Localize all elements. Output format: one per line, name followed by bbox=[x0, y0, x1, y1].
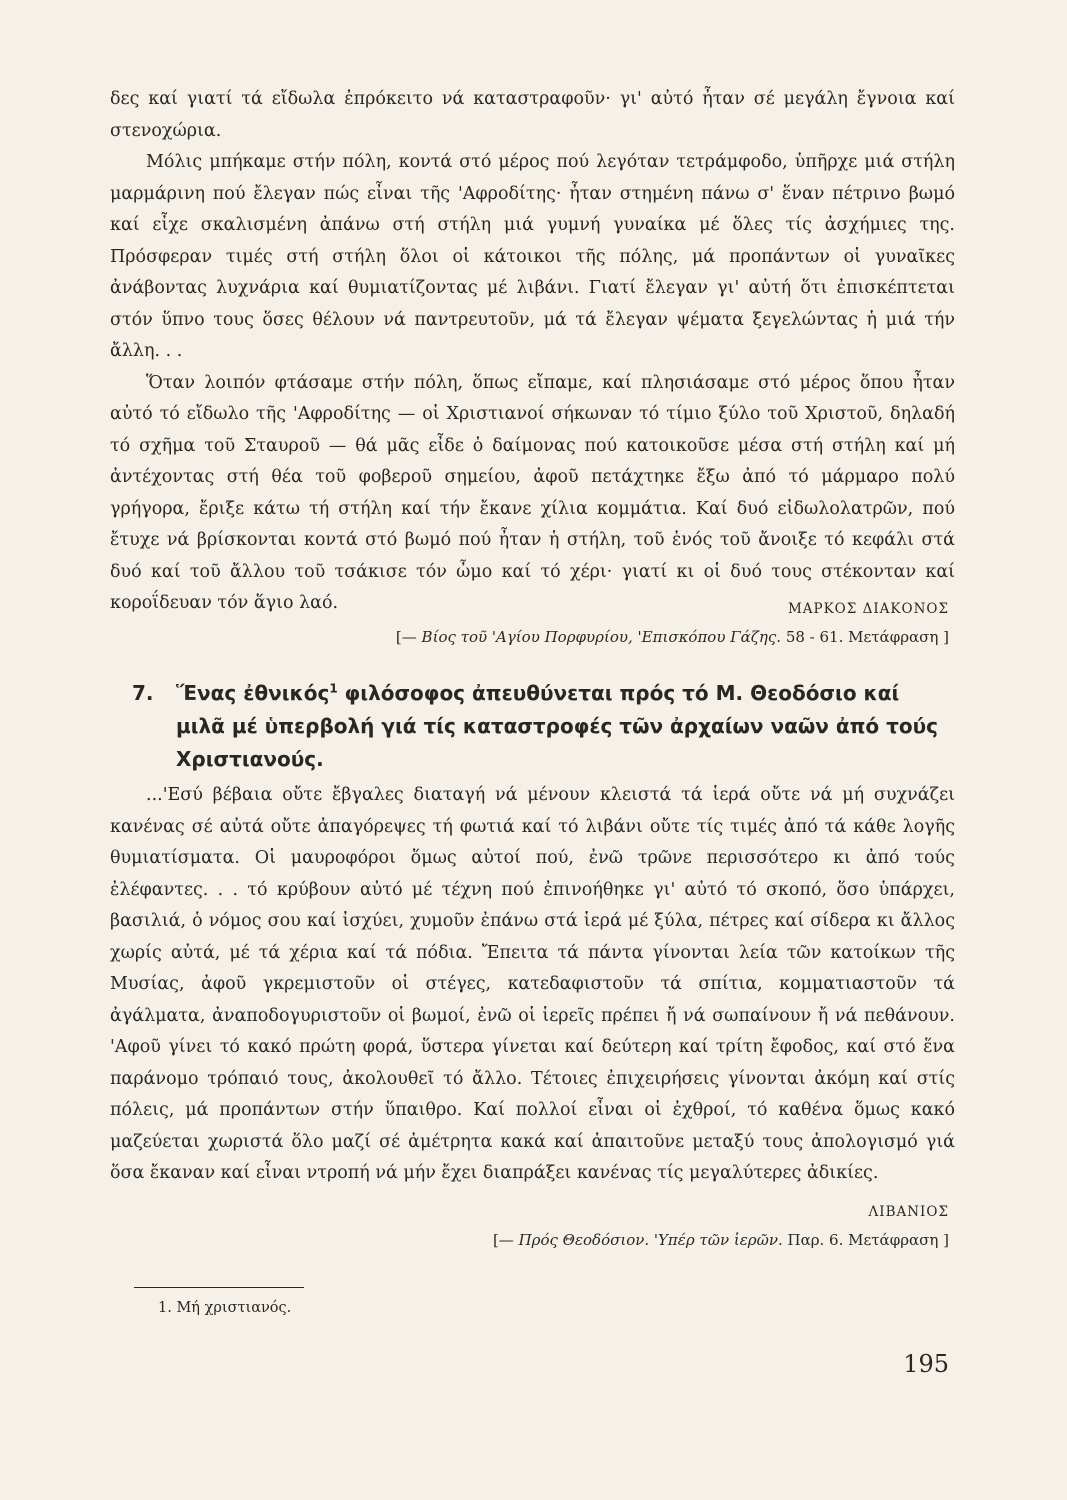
section-number: 7. bbox=[132, 681, 154, 705]
attribution-author: ΛΙΒΑΝΙΟΣ bbox=[868, 1204, 949, 1220]
attribution-author: ΜΑΡΚΟΣ ΔΙΑΚΟΝΟΣ bbox=[787, 601, 949, 617]
paragraph-libanius: ...'Εσύ βέβαια οὔτε ἔβγαλες διαταγή νά μένουν κλειστά τά ἱερά οὔτε νά μή συχνάζει κανένας σέ αὐτά οὔτε ἀπαγόρεψες τή φωτιά καί τό λιβάνι οὔτε τίς τιμές ἀπό τά κάθε λογῆς θυμιατίσματα. Οἱ μαυροφόροι ὅμως αὐτοί πού, ἐνῶ τρῶνε περισσότερο κι ἀπό τούς ἐλέφαντες. . . τό κρύβουν αὐτό μέ τέχνη πού ἐπινοήθηκε γι' αὐτό τό σκοπό, ὅσο ὑπάρχει, βασιλιά, ὁ νόμος σου καί ἰσχύει, χυμοῦν ἐπάνω στά ἱερά μέ ξύλα, πέτρες καί σίδερα κι ἄλλος χωρίς αὐτά, μέ τά χέρια καί τά πόδια. Ἔπειτα τά πάντα γίνονται λεία τῶν κατοίκων τῆς Μυσίας, ἀφοῦ γκρεμιστοῦν οἱ στέγες, κατεδαφιστοῦν τά σπίτια, κομματιαστοῦν τά ἀγάλματα, ἀναποδογυριστοῦν οἱ βωμοί, ἐνῶ οἱ ἱερεῖς πρέπει ἤ νά σωπαίνουν ἤ νά πεθάνουν. 'Αφοῦ γίνει τό κακό πρώτη φορά, ὕστερα γίνεται καί δεύτερη καί τρίτη ἔφοδος, καί στό ἕνα παράνομο τρόπαιό τους, ἀκολουθεῖ τό ἄλλο. Τέτοιες ἐπιχειρήσεις γίνονται ἀκόμη καί στίς πόλεις, μά προπάντων στήν ὕπαιθρο. Καί πολλοί εἶναι οἱ ἐχθροί, τό καθένα ὅμως κακό μαζεύεται χωριστά ὅλο μαζί σέ ἀμέτρητα κακά καί ἀπαιτοῦνε μεταξύ τους ἀπολογισμό γιά ὅσα ἔκαναν καί εἶναι ντροπή νά μήν ἔχει διαπράξει κανένας τίς μεγαλύτερες ἀδικίες. bbox=[110, 785, 955, 1183]
attribution-source: [— Πρός Θεοδόσιον. 'Υπέρ τῶν ἱερῶν. Παρ. 6. Μετάφραση ] bbox=[492, 1231, 949, 1249]
attribution-source: [— Βίος τοῦ 'Αγίου Πορφυρίου, 'Επισκόπου Γάζης. 58 - 61. Μετάφραση ] bbox=[395, 628, 949, 646]
extract-libanius bbox=[110, 780, 955, 1190]
footnote: 1. Μή χριστιανός. bbox=[158, 1300, 292, 1316]
page-number: 195 bbox=[903, 1350, 949, 1378]
extract-marcus-diaconus bbox=[110, 84, 955, 620]
paragraph-continuation: δες καί γιατί τά εἴδωλα ἐπρόκειτο νά καταστραφοῦν· γι' αὐτό ἦταν σέ μεγάλη ἔγνοια καί στενοχώρια. bbox=[110, 89, 955, 141]
paragraph-stele-destroyed: Ὅταν λοιπόν φτάσαμε στήν πόλη, ὅπως εἴπαμε, καί πλησιάσαμε στό μέρος ὅπου ἦταν αὐτό τό εἴδωλο τῆς 'Αφροδίτης — οἱ Χριστιανοί σήκωναν τό τίμιο ξύλο τοῦ Χριστοῦ, δηλαδή τό σχῆμα τοῦ Σταυροῦ — θά μᾶς εἶδε ὁ δαίμονας πού κατοικοῦσε μέσα στή στήλη καί μή ἀντέχοντας στή θέα τοῦ φοβεροῦ σημείου, ἀφοῦ πετάχτηκε ἔξω ἀπό τό μάρμαρο πολύ γρήγορα, ἔριξε κάτω τή στήλη καί τήν ἔκανε χίλια κομμάτια. Καί δυό εἰδωλολατρῶν, πού ἔτυχε νά βρίσκονται κοντά στό βωμό πού ἦταν ἡ στήλη, τοῦ ἑνός τοῦ ἄνοιξε τό κεφάλι στά δυό καί τοῦ ἄλλου τοῦ τσάκισε τόν ὦμο καί τό χέρι· γιατί κι οἱ δυό τους στέκονταν καί κοροΐδευαν τόν ἅγιο λαό. bbox=[110, 372, 955, 613]
attribution-marcus bbox=[396, 598, 949, 648]
attribution-work-title: Πρός Θεοδόσιον. 'Υπέρ τῶν ἱερῶν bbox=[518, 1231, 778, 1249]
paragraph-aphrodite-stele: Μόλις μπήκαμε στήν πόλη, κοντά στό μέρος πού λεγόταν τετράμφοδο, ὑπῆρχε μιά στήλη μαρμάρινη πού ἔλεγαν πώς εἶναι τῆς 'Αφροδίτης· ἦταν στημένη πάνω σ' ἕναν πέτρινο βωμό καί εἶχε σκαλισμένη ἀπάνω στή στήλη μιά γυμνή γυναίκα μέ ὅλες τίς ἀσχήμιες της. Πρόσφεραν τιμές στή στήλη ὅλοι οἱ κάτοικοι τῆς πόλης, μά προπάντων οἱ γυναῖκες ἀνάβοντας λυχνάρια καί θυμιατίζοντας μέ λιβάνι. Γιατί ἔλεγαν γι' αὐτή ὅτι ἐπισκέπτεται στόν ὕπνο τους ὅσες θέλουν νά παντρευτοῦν, μά τά ἔλεγαν ψέματα ξεγελώντας ἡ μιά τήν ἄλλη. . . bbox=[110, 152, 955, 361]
section-heading bbox=[132, 677, 952, 776]
footnote-reference[interactable]: 1 bbox=[329, 681, 338, 696]
attribution-work-title: Βίος τοῦ 'Αγίου Πορφυρίου, 'Επισκόπου Γάζης bbox=[421, 628, 777, 646]
attribution-libanius bbox=[493, 1201, 949, 1251]
footnote-divider bbox=[134, 1287, 304, 1288]
section-title: Ἕνας ἐθνικός$^1$ φιλόσοφος ἀπευθύνεται πρός τό Μ. Θεοδόσιο καί μιλᾶ μέ ὑπερβολή γιά τίς καταστροφές τῶν ἀρχαίων ναῶν ἀπό τούς Χριστιανούς. bbox=[176, 681, 938, 771]
